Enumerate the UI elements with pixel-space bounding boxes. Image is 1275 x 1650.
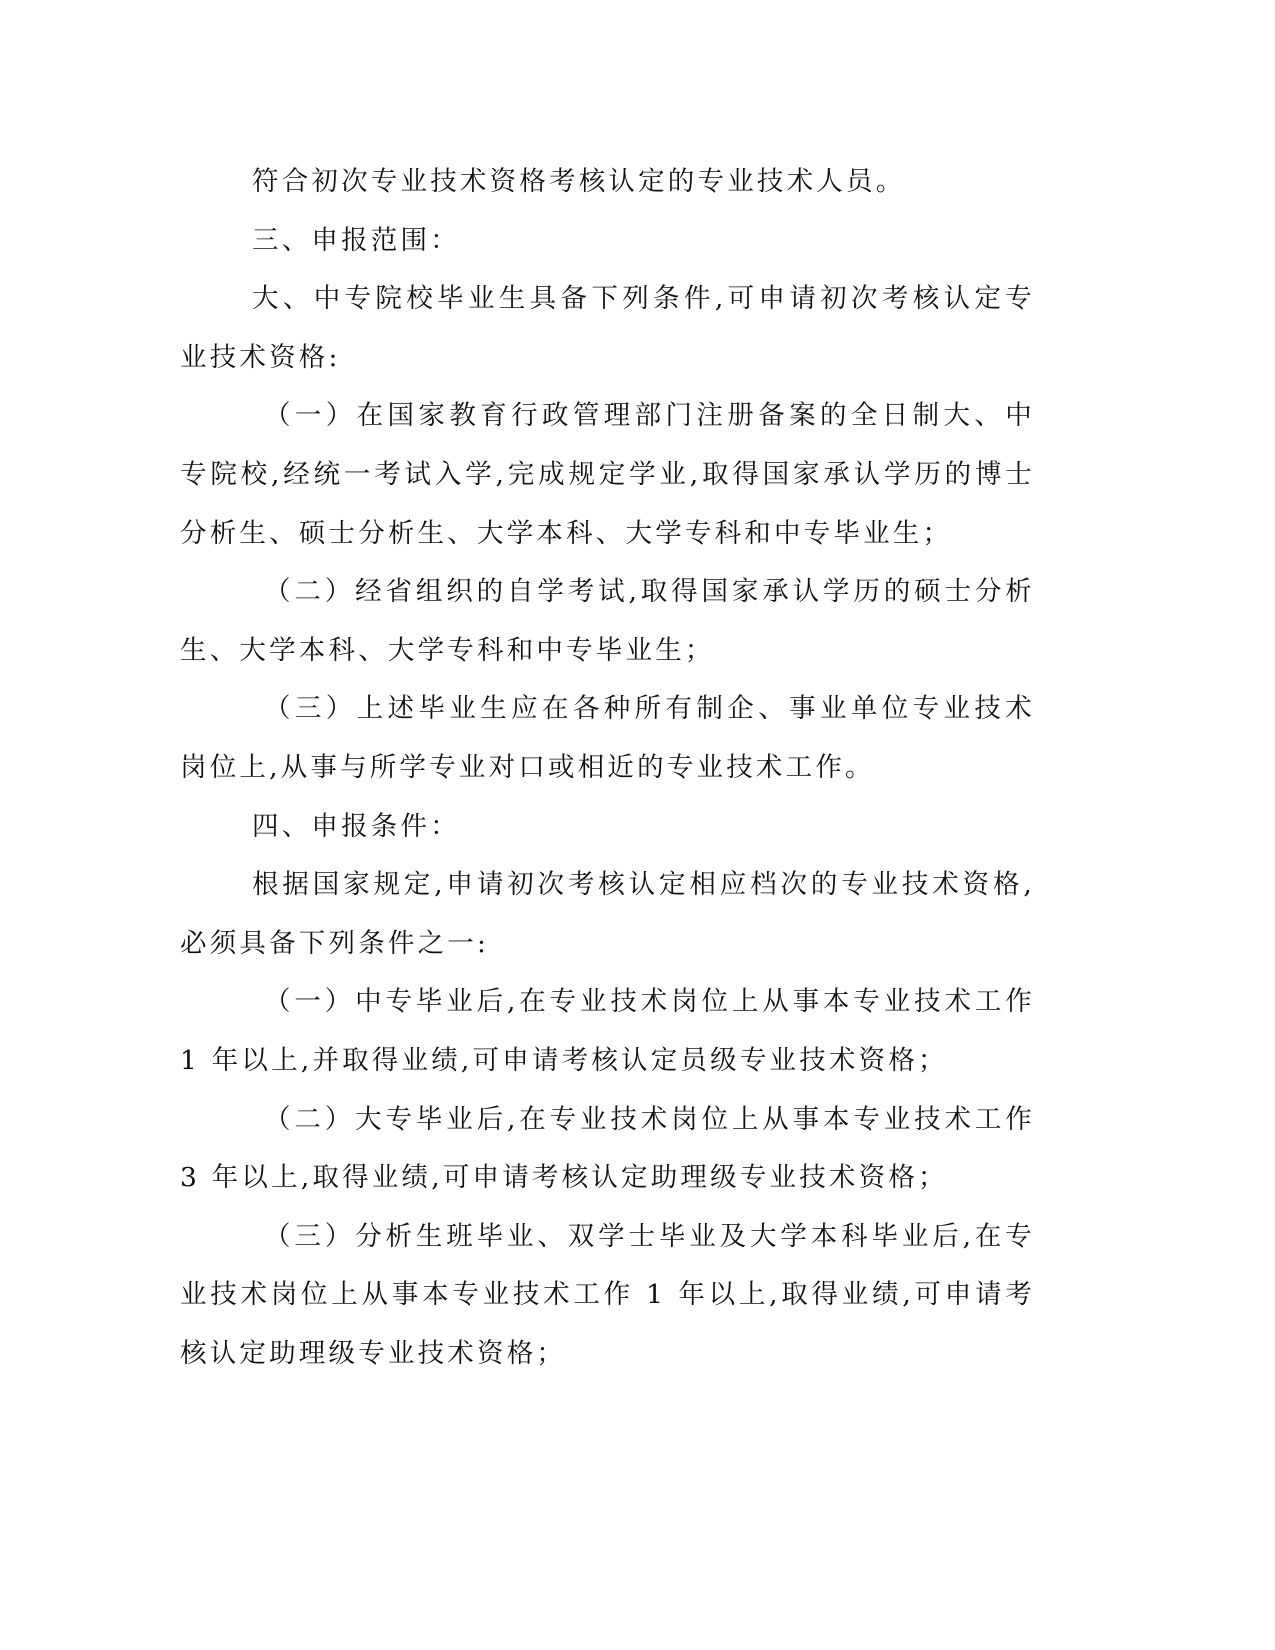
section-heading-scope: 三、申报范围： <box>252 224 460 256</box>
document-page <box>180 153 1035 1383</box>
paragraph-conditions-intro: 根据国家规定,申请初次考核认定相应档次的专业技术资格,必须具备下列条件之一: <box>180 869 1035 959</box>
section-heading-conditions: 四、申报条件： <box>252 810 460 842</box>
list-item-scope-1: （一）在国家教育行政管理部门注册备案的全日制大、中专院校,经统一考试入学,完成规定学业,取得国家承认学历的博士分析生、硕士分析生、大学本科、大学专科和中专毕业生； <box>180 400 1035 549</box>
list-item-condition-3: （三）分析生班毕业、双学士毕业及大学本科毕业后,在专业技术岗位上从事本专业技术工作 1 年以上,取得业绩,可申请考核认定助理级专业技术资格； <box>180 1220 1035 1369</box>
list-item-scope-2: （二）经省组织的自学考试,取得国家承认学历的硕士分析生、大学本科、大学专科和中专毕业生； <box>180 576 1035 666</box>
list-item-condition-1: （一）中专毕业后,在专业技术岗位上从事本专业技术工作 1 年以上,并取得业绩,可申请考核认定员级专业技术资格； <box>180 986 1035 1076</box>
list-item-scope-3: （三）上述毕业生应在各种所有制企、事业单位专业技术岗位上,从事与所学专业对口或相近的专业技术工作。 <box>180 693 1035 783</box>
paragraph-scope-intro: 大、中专院校毕业生具备下列条件,可申请初次考核认定专业技术资格: <box>180 283 1035 373</box>
list-item-condition-2: （二）大专毕业后,在专业技术岗位上从事本专业技术工作 3 年以上,取得业绩,可申请考核认定助理级专业技术资格； <box>180 1103 1035 1194</box>
paragraph-eligible-personnel: 符合初次专业技术资格考核认定的专业技术人员。 <box>252 166 906 197</box>
